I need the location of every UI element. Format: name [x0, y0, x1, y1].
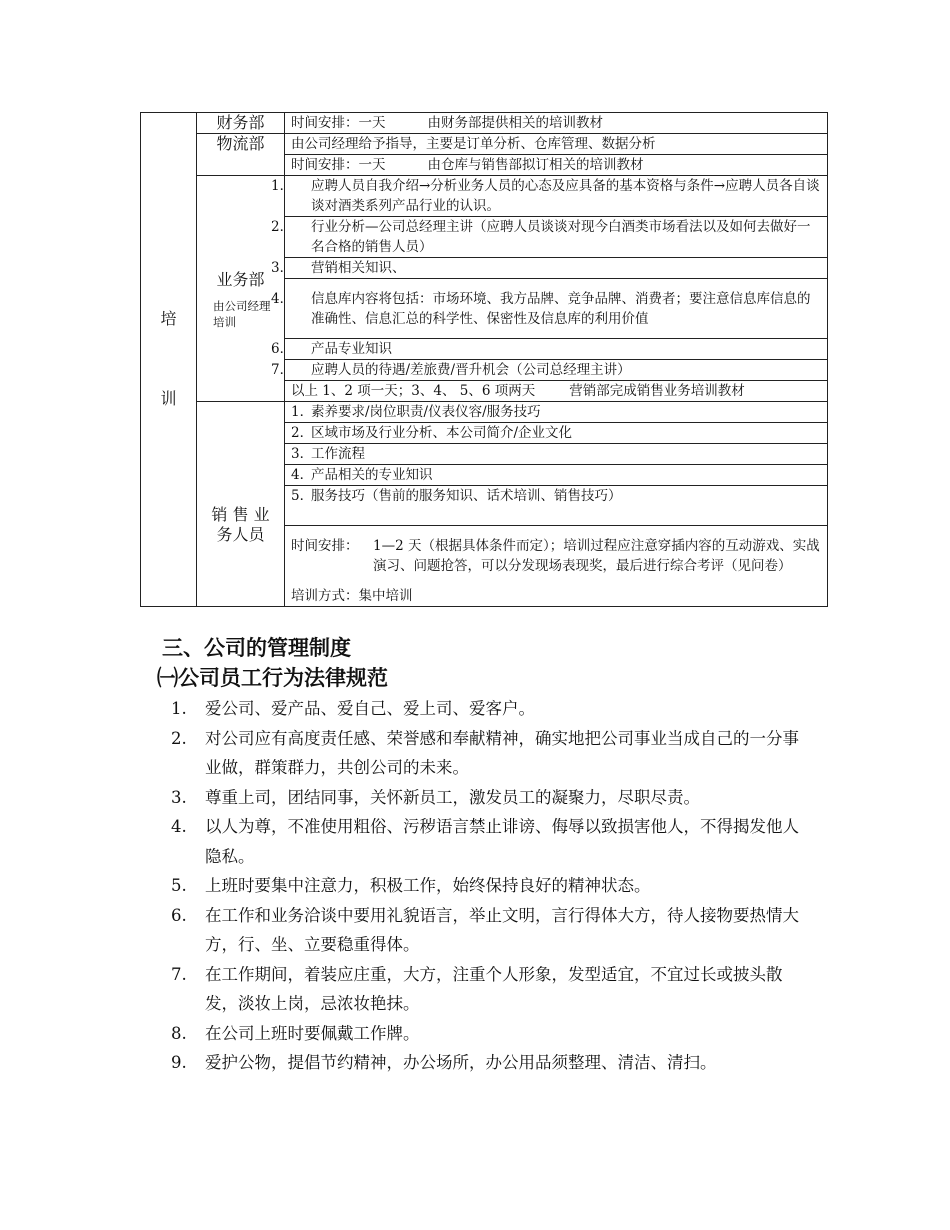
section-subtitle: ㈠公司员工行为法律规范: [157, 666, 388, 690]
finance-schedule: [285, 113, 828, 134]
list-item: [165, 812, 815, 871]
list-item-number: 3.: [171, 787, 187, 807]
staff-method: 培训方式：集中培训: [285, 586, 828, 607]
item-number: 1．: [291, 404, 314, 420]
item-text: 应聘人员的待遇/差旅费/晋升机会（公司总经理主讲）: [311, 362, 631, 378]
list-item-text: 尊重上司，团结同事，关怀新员工，激发员工的凝聚力，尽职尽责。: [205, 787, 700, 807]
list-item: [165, 783, 815, 813]
item-number: 5．: [291, 488, 314, 504]
sales-item-1: [271, 176, 828, 217]
staff-item-1: [285, 402, 828, 423]
list-item: [165, 1048, 815, 1078]
dept-staff-line-2: 务人员: [216, 524, 265, 544]
list-item-number: 4.: [171, 817, 187, 836]
item-text: 服务技巧（售前的服务知识、话术培训、销售技巧）: [311, 488, 622, 504]
dept-sales: 业务部: [216, 269, 265, 289]
section-title: 三、公司的管理制度: [162, 636, 351, 660]
list-item-number: 5.: [171, 876, 187, 895]
list-item: [165, 724, 815, 783]
list-item: [165, 1019, 815, 1049]
item-number: 7．: [271, 362, 294, 378]
item-text: 应聘人员自我介绍→分析业务人员的心态及应具备的基本资格与条件→应聘人员各自谈谈对酒类系列产品行业的认识。: [311, 178, 820, 214]
list-item-text: 上班时要集中注意力，积极工作，始终保持良好的精神状态。: [205, 876, 651, 895]
item-text: 营销相关知识、: [311, 260, 406, 276]
list-item-text: 爱护公物，提倡节约精神，办公场所，办公用品须整理、清洁、清扫。: [205, 1053, 717, 1072]
staff-schedule: [285, 526, 828, 586]
item-number: 3．: [291, 446, 314, 462]
staff-item-3: [285, 444, 828, 465]
item-number: 1．: [271, 178, 294, 194]
staff-schedule-text: 1—2 天（根据具体条件而定）；培训过程应注意穿插内容的互动游戏、实战演习、问题抢答，可以分发现场表现奖，最后进行综合考评（见问卷）: [373, 537, 820, 574]
item-text: 工作流程: [311, 446, 365, 462]
sales-summary: [285, 381, 828, 402]
list-item: [165, 871, 815, 901]
staff-item-4: [285, 465, 828, 486]
logistics-schedule-time: 时间安排：一天: [291, 157, 386, 173]
sales-item-7: [271, 360, 828, 381]
training-label-char-2: 训: [160, 389, 177, 409]
finance-schedule-time: 时间安排：一天: [291, 115, 386, 131]
list-item: [165, 960, 815, 1019]
training-label-cell: [141, 113, 197, 607]
sales-summary-schedule: 以上 1、2 项一天；3、4、 5、6 项两天: [291, 383, 536, 399]
finance-schedule-material: 由财务部提供相关的培训教材: [427, 115, 603, 131]
item-text: 区域市场及行业分析、本公司简介/企业文化: [311, 425, 573, 441]
staff-schedule-label: 时间安排：: [291, 537, 359, 554]
list-item-number: 1.: [171, 699, 187, 718]
list-item-number: 6.: [171, 905, 187, 925]
list-item-number: 2.: [171, 728, 187, 748]
logistics-schedule-material: 由仓库与销售部拟订相关的培训教材: [427, 157, 644, 173]
sales-item-4: [271, 279, 828, 339]
list-item-text: 对公司应有高度责任感、荣誉感和奉献精神，确实地把公司事业当成自己的一分事业做，群策群力，共创公司的未来。: [205, 728, 799, 777]
dept-finance: 财务部: [197, 113, 285, 134]
sales-item-2: [271, 217, 828, 258]
dept-sales-note: 由公司经理培训: [213, 298, 271, 329]
item-text: 产品相关的专业知识: [311, 467, 433, 483]
rules-list: [165, 694, 815, 1078]
item-number: 4．: [291, 467, 314, 483]
sales-item-3: [271, 258, 828, 279]
list-item-text: 在工作和业务洽谈中要用礼貌语言，举止文明，言行得体大方，待人接物要热情大方，行、坐、立要稳重得体。: [205, 905, 799, 954]
item-text: 信息库内容将包括：市场环境、我方品牌、竞争品牌、消费者；要注意信息库信息的准确性、信息汇总的科学性、保密性及信息库的利用价值: [311, 290, 811, 327]
list-item-text: 在工作期间，着装应庄重，大方，注重个人形象，发型适宜，不宜过长或披头散发，淡妆上岗，忌浓妆艳抹。: [205, 964, 783, 1013]
dept-staff-cell: [197, 402, 285, 607]
item-text: 素养要求/岗位职责/仪表仪容/服务技巧: [311, 404, 541, 420]
dept-logistics: 物流部: [197, 134, 285, 176]
list-item-number: 9.: [171, 1053, 187, 1072]
sales-item-6: [271, 339, 828, 360]
list-item-number: 7.: [171, 964, 187, 984]
staff-item-2: [285, 423, 828, 444]
dept-staff-line-1: 销 售 业: [211, 504, 270, 524]
list-item-number: 8.: [171, 1023, 187, 1043]
sales-summary-material: 营销部完成销售业务培训教材: [569, 383, 745, 399]
list-item: [165, 694, 815, 724]
list-item-text: 在公司上班时要佩戴工作牌。: [205, 1023, 420, 1043]
item-number: 6．: [271, 341, 294, 357]
logistics-row-1: 由公司经理给予指导，主要是订单分析、仓库管理、数据分析: [285, 134, 828, 155]
list-item-text: 爱公司、爱产品、爱自己、爱上司、爱客户。: [205, 699, 535, 718]
training-label-char-1: 培: [160, 309, 177, 329]
item-text: 产品专业知识: [311, 341, 392, 357]
training-table: [140, 112, 828, 607]
item-number: 2．: [271, 219, 294, 235]
list-item-text: 以人为尊，不准使用粗俗、污秽语言禁止诽谤、侮辱以致损害他人，不得揭发他人隐私。: [205, 817, 799, 866]
logistics-row-2: [285, 155, 828, 176]
item-number: 2．: [291, 425, 314, 441]
staff-item-5: [285, 486, 828, 526]
item-number: 3．: [271, 260, 294, 276]
list-item: [165, 901, 815, 960]
item-text: 行业分析—公司总经理主讲（应聘人员谈谈对现今白酒类市场看法以及如何去做好一名合格的销售人员）: [311, 219, 811, 255]
item-number: 4．: [271, 290, 294, 307]
